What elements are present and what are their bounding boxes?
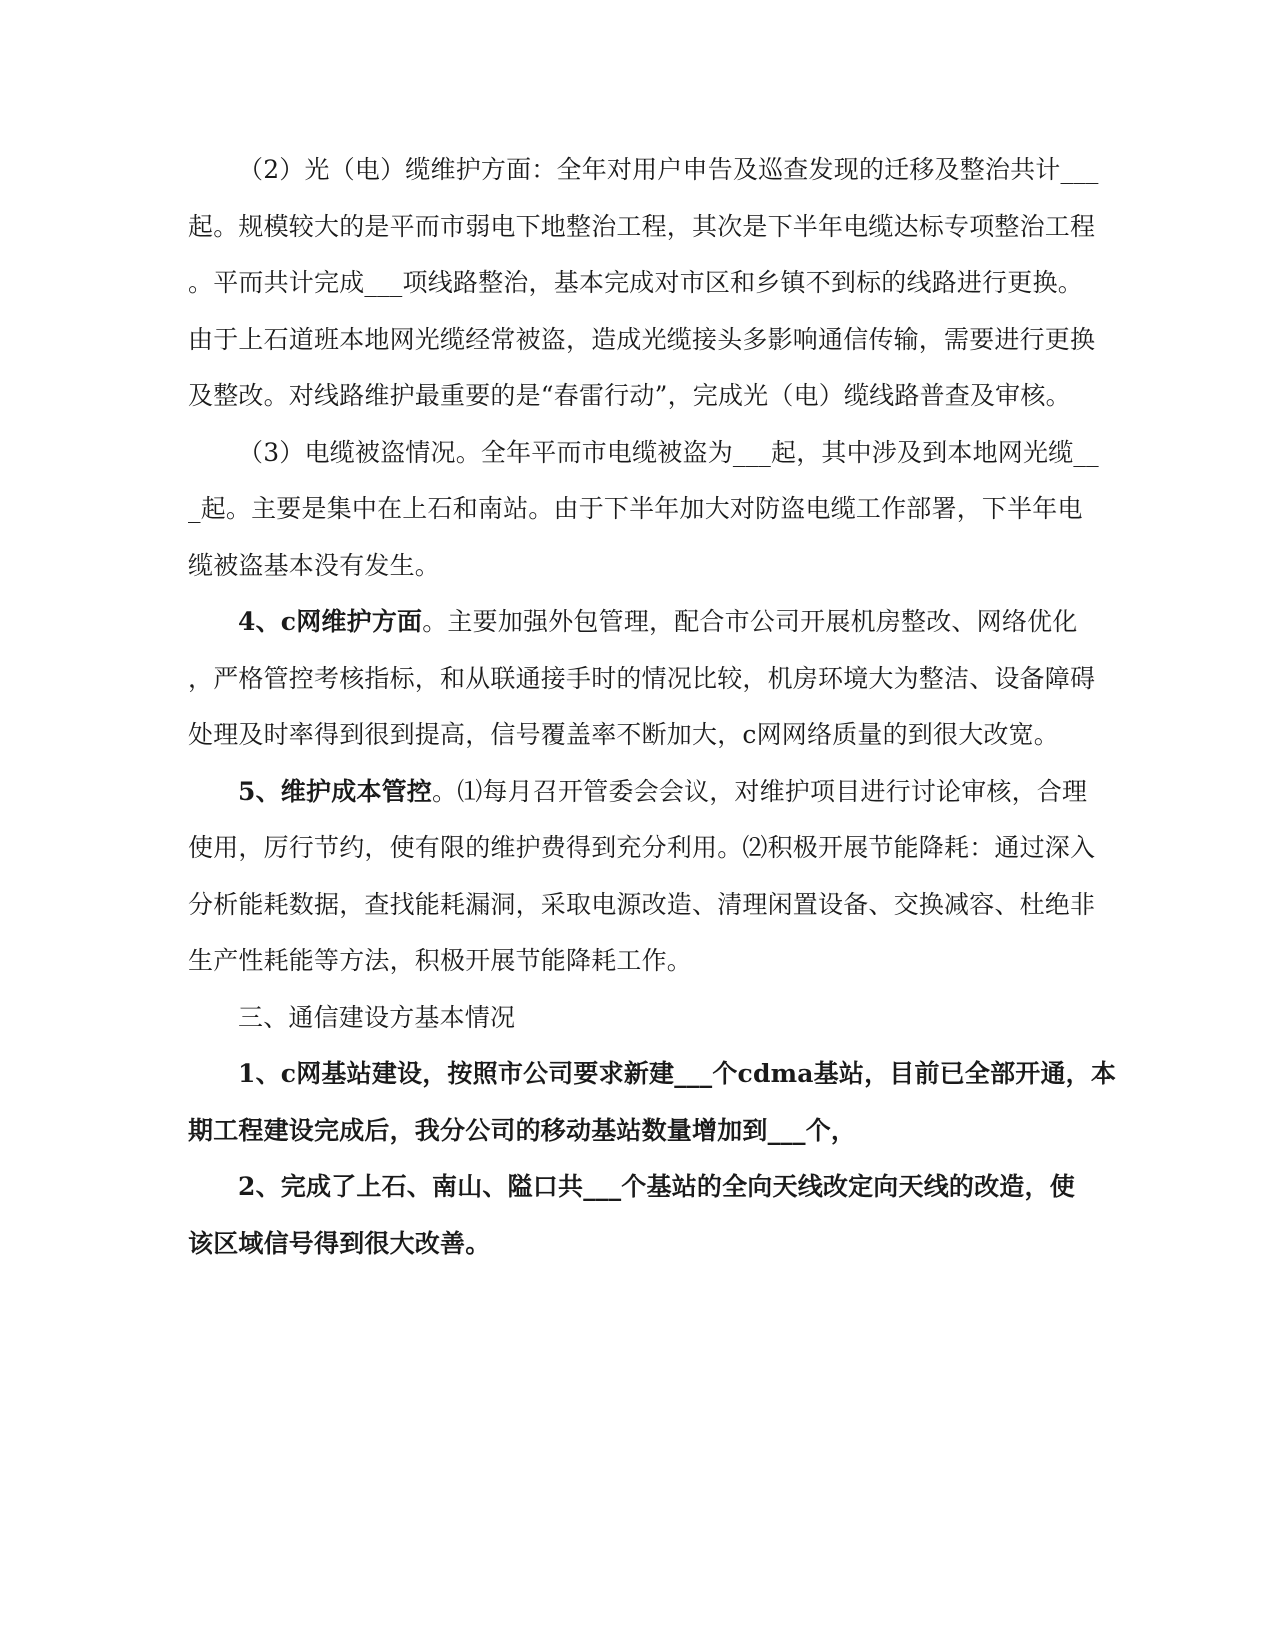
period: 。 <box>422 607 448 636</box>
paragraph-line: （3）电缆被盗情况。全年平而市电缆被盗为___起，其中涉及到本地网光缆__ <box>238 438 1099 467</box>
paragraph-line: 。平而共计完成___项线路整治，基本完成对市区和乡镇不到标的线路进行更换。 <box>188 268 1083 297</box>
paragraph-line: 生产性耗能等方法，积极开展节能降耗工作。 <box>188 946 693 975</box>
paragraph-line: 由于上石道班本地网光缆经常被盗，造成光缆接头多影响通信传输，需要进行更换 <box>188 325 1096 354</box>
paragraph-line: _起。主要是集中在上石和南站。由于下半年加大对防盗电缆工作部署，下半年电 <box>188 494 1083 523</box>
paragraph-line: 处理及时率得到很到提高，信号覆盖率不断加大，c网网络质量的到很大改宽。 <box>188 720 1060 749</box>
paragraph-text: 主要加强外包管理，配合市公司开展机房整改、网络优化 <box>447 607 1078 636</box>
paragraph-line-c-net <box>238 602 1077 642</box>
heading-c-net: 4、c网维护方面 <box>238 607 423 636</box>
paragraph-line: 及整改。对线路维护最重要的是“春雷行动”，完成光（电）缆线路普查及审核。 <box>188 381 1071 410</box>
paragraph-line: 起。规模较大的是平而市弱电下地整治工程，其次是下半年电缆达标专项整治工程 <box>188 212 1096 241</box>
paragraph-line: （2）光（电）缆维护方面：全年对用户申告及巡查发现的迁移及整治共计___ <box>238 155 1099 184</box>
paragraph-text: ⑴每月召开管委会会议，对维护项目进行讨论审核，合理 <box>457 777 1088 806</box>
paragraph-line: 缆被盗基本没有发生。 <box>188 551 441 580</box>
period: 。 <box>432 777 458 806</box>
paragraph-line: 使用，厉行节约，使有限的维护费得到充分利用。⑵积极开展节能降耗：通过深入 <box>188 833 1096 862</box>
paragraph-line: 分析能耗数据，查找能耗漏洞，采取电源改造、清理闲置设备、交换减容、杜绝非 <box>188 890 1096 919</box>
paragraph-line: 2、完成了上石、南山、隘口共___个基站的全向天线改定向天线的改造，使 <box>238 1172 1075 1201</box>
heading-cost: 5、维护成本管控 <box>238 777 432 806</box>
paragraph-line: 该区域信号得到很大改善。 <box>188 1229 491 1258</box>
paragraph-line: 1、c网基站建设，按照市公司要求新建___个cdma基站，目前已全部开通，本 <box>238 1059 1117 1088</box>
paragraph-line: 期工程建设完成后，我分公司的移动基站数量增加到___个， <box>188 1116 857 1145</box>
paragraph-line-cost <box>238 772 1087 812</box>
section-heading: 三、通信建设方基本情况 <box>238 1003 516 1032</box>
paragraph-line: ，严格管控考核指标，和从联通接手时的情况比较，机房环境大为整洁、设备障碍 <box>188 664 1096 693</box>
